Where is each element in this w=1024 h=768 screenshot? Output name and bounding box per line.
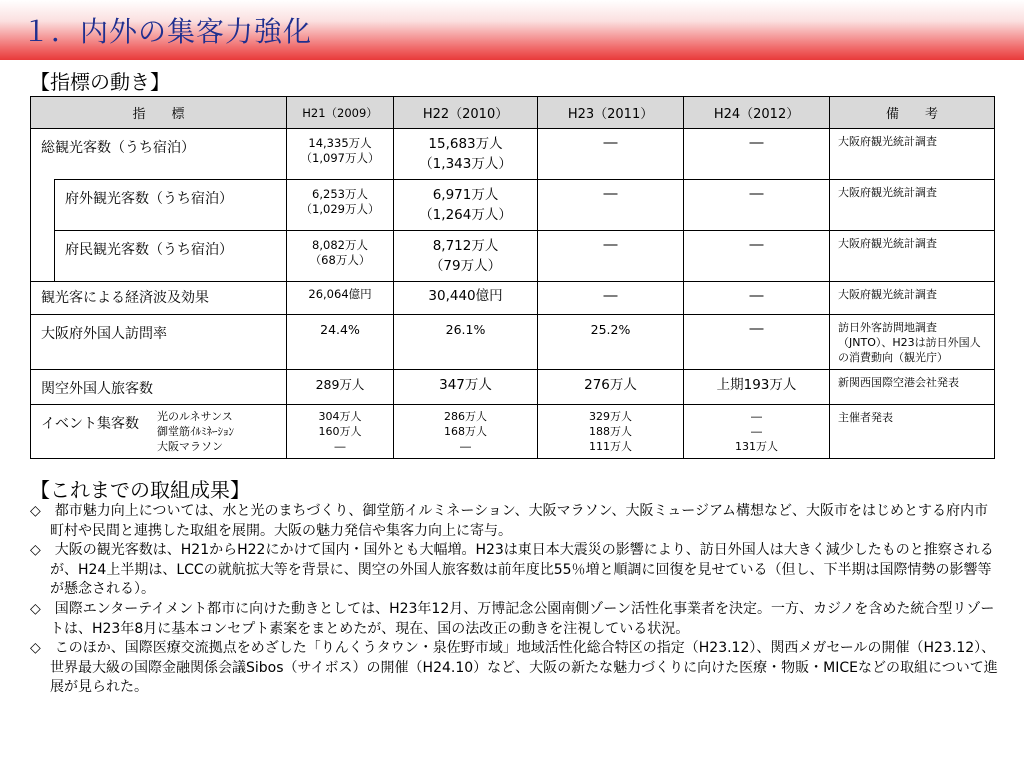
paragraph: ◇ 大阪の観光客数は、H21からH22にかけて国内・国外とも大幅増。H23は東日本大震災の影響により、訪日外国人は大きく減少したものと推察されるが、H24上半期は、LCCの就航拡大等を背景に、関空の外国人旅客数は前年度比55％増と順調に回復を見せている（但し、下半期は国際情勢の影響等が懸念される）。 xyxy=(30,542,994,598)
cell-h23: 329万人 188万人 111万人 xyxy=(538,405,684,459)
cell-note: 新関西国際空港会社発表 xyxy=(830,370,995,405)
indent-cell xyxy=(31,180,55,282)
event-sub-2: 御堂筋ｲﾙﾐﾈｰｼｮﾝ xyxy=(157,425,234,438)
event-sub-3: 大阪マラソン xyxy=(157,440,223,453)
cell-note: 大阪府観光統計調査 xyxy=(830,129,995,180)
cell-note: 訪日外客訪問地調査 （JNTO）、H23は訪日外国人 の消費動向（観光庁） xyxy=(830,315,995,370)
header-h24: H24（2012） xyxy=(684,97,830,129)
results-heading: 【これまでの取組成果】 xyxy=(30,478,250,502)
cell-h24: 上期193万人 xyxy=(684,370,830,405)
table-row xyxy=(31,282,995,315)
event-sub-1: 光のルネサンス xyxy=(157,410,233,423)
cell-h22: 8,712万人 （79万人） xyxy=(394,231,538,282)
row-label: 総観光客数（うち宿泊） xyxy=(31,129,287,180)
row-label: 大阪府外国人訪問率 xyxy=(31,315,287,370)
table-row xyxy=(31,180,995,231)
cell-note: 主催者発表 xyxy=(830,405,995,459)
cell-h23: 276万人 xyxy=(538,370,684,405)
paragraph: ◇ このほか、国際医療交流拠点をめざした「りんくうタウン・泉佐野市域」地域活性化総合特区の指定（H23.12）、関西メガセールの開催（H23.12）、世界最大級の国際金融関係会議Sibos（サイボス）の開催（H24.10）など、大阪の新たな魅力づくりに向けた医療・物販・MICEなどの取組について進展が見られた。 xyxy=(30,640,998,696)
results-body xyxy=(30,502,1000,698)
cell-h23: ― xyxy=(538,282,684,315)
table-row xyxy=(31,231,995,282)
table-row xyxy=(31,129,995,180)
cell-h24: ― xyxy=(684,282,830,315)
paragraph: ◇ 都市魅力向上については、水と光のまちづくり、御堂筋イルミネーション、大阪マラソン、大阪ミュージアム構想など、大阪市をはじめとする府内市町村や民間と連携した取組を展開。大阪の魅力発信や集客力向上に寄与。 xyxy=(30,503,989,539)
table-row xyxy=(31,370,995,405)
indicators-table xyxy=(30,96,995,459)
cell-h23: ― xyxy=(538,231,684,282)
header-note: 備 考 xyxy=(830,97,995,129)
cell-h21: 14,335万人 （1,097万人） xyxy=(287,129,394,180)
paragraph: ◇ 国際エンターテイメント都市に向けた動きとしては、H23年12月、万博記念公園南側ゾーン活性化事業者を決定。一方、カジノを含めた統合型リゾートは、H23年8月に基本コンセプト素案をまとめたが、現在、国の法改正の動きを注視している状況。 xyxy=(30,600,995,637)
cell-h21: 24.4% xyxy=(287,315,394,370)
cell-note: 大阪府観光統計調査 xyxy=(830,282,995,315)
cell-h23: ― xyxy=(538,180,684,231)
row-label: 府外観光客数（うち宿泊） xyxy=(55,180,287,231)
indicators-heading: 【指標の動き】 xyxy=(30,70,170,94)
cell-h22: 347万人 xyxy=(394,370,538,405)
cell-note: 大阪府観光統計調査 xyxy=(830,231,995,282)
cell-note: 大阪府観光統計調査 xyxy=(830,180,995,231)
cell-h24: ― xyxy=(684,129,830,180)
cell-h24: ― ― 131万人 xyxy=(684,405,830,459)
header-h21: H21（2009） xyxy=(287,97,394,129)
cell-h24: ― xyxy=(684,231,830,282)
row-label: 府民観光客数（うち宿泊） xyxy=(55,231,287,282)
cell-h22: 6,971万人 （1,264万人） xyxy=(394,180,538,231)
cell-h24: ― xyxy=(684,180,830,231)
cell-h22: 15,683万人 （1,343万人） xyxy=(394,129,538,180)
table-row-event xyxy=(31,405,995,459)
header-h23: H23（2011） xyxy=(538,97,684,129)
cell-h22: 30,440億円 xyxy=(394,282,538,315)
header-indicator: 指 標 xyxy=(31,97,287,129)
cell-h21: 8,082万人 （68万人） xyxy=(287,231,394,282)
cell-h22: 286万人 168万人 ― xyxy=(394,405,538,459)
table-row xyxy=(31,315,995,370)
table-header-row xyxy=(31,97,995,129)
cell-h23: ― xyxy=(538,129,684,180)
cell-h21: 289万人 xyxy=(287,370,394,405)
cell-h23: 25.2% xyxy=(538,315,684,370)
cell-h21: 304万人 160万人 ― xyxy=(287,405,394,459)
row-label: 関空外国人旅客数 xyxy=(31,370,287,405)
row-label: 観光客による経済波及効果 xyxy=(31,282,287,315)
page-title: １．内外の集客力強化 xyxy=(22,15,313,48)
row-label-event: イベント集客数 光のルネサンス 御堂筋ｲﾙﾐﾈｰｼｮﾝ 大阪マラソン xyxy=(31,405,287,459)
header-h22: H22（2010） xyxy=(394,97,538,129)
cell-h22: 26.1% xyxy=(394,315,538,370)
cell-h21: 6,253万人 （1,029万人） xyxy=(287,180,394,231)
cell-h21: 26,064億円 xyxy=(287,282,394,315)
cell-h24: ― xyxy=(684,315,830,370)
